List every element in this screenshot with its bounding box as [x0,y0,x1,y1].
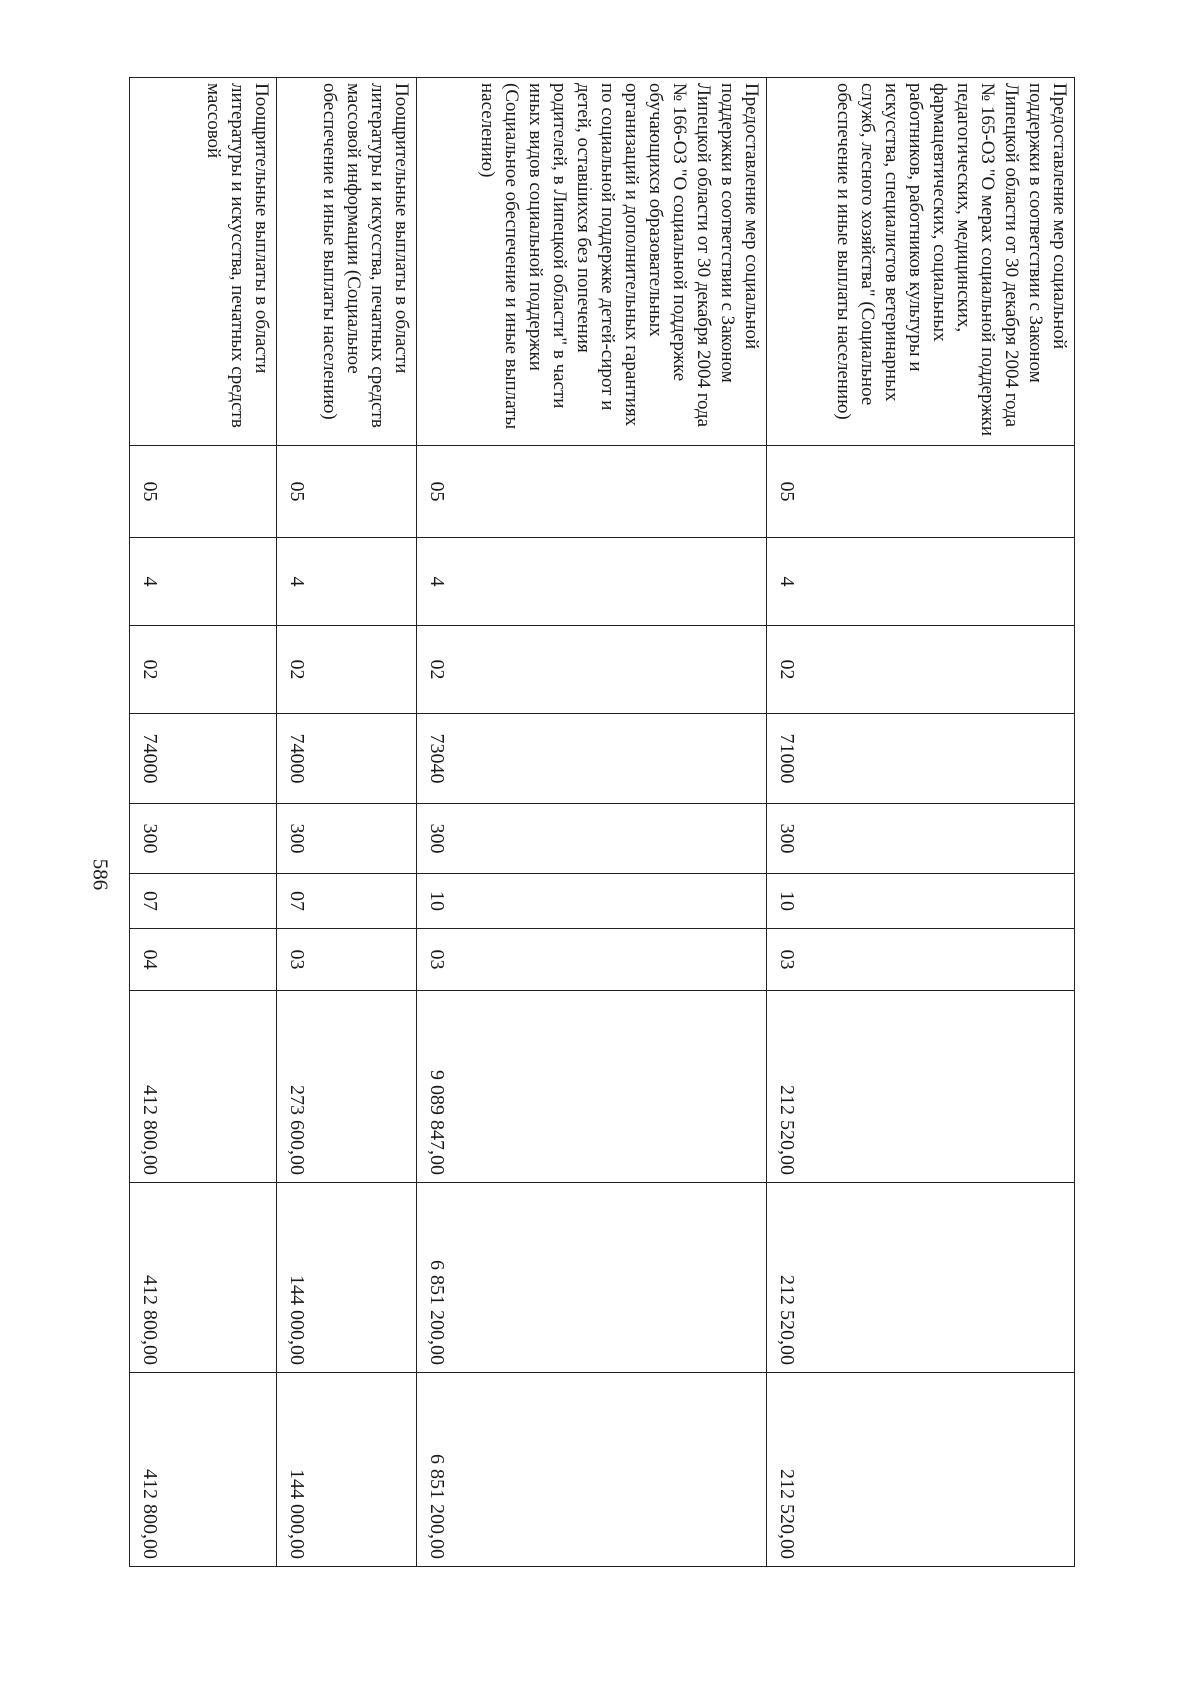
budget-table-sheet [130,77,1075,1566]
page-number: 586 [88,858,113,891]
row-description: Предоставление мер социальной поддержки в соответствии с Законом Липецкой области от 30 декабря 2004 года № 166-ОЗ "О социальной поддержке обучающихся образовательных организаций и дополнительных гарантиях по социальной поддержке детей-сирот и детей, оставшихся без попечения родителей, в Липецкой области" в части иных видов социальной поддержки (Социальное обеспечение и иные выплаты населению) [417,78,767,446]
cell-code: 300 [767,804,1075,874]
cell-code: 4 [767,538,1075,626]
cell-amount: 212 520,00 [767,991,1075,1183]
cell-code: 05 [417,446,767,538]
cell-code: 300 [417,804,767,874]
cell-amount: 6 851 200,00 [417,1373,767,1567]
cell-amount: 412 800,00 [130,1373,277,1567]
cell-code: 05 [277,446,417,538]
cell-code: 04 [130,929,277,991]
cell-code: 4 [417,538,767,626]
cell-code: 05 [130,446,277,538]
cell-code: 300 [277,804,417,874]
cell-amount: 144 000,00 [277,1183,417,1373]
cell-amount: 144 000,00 [277,1373,417,1567]
cell-amount: 412 800,00 [130,1183,277,1373]
cell-code: 10 [417,874,767,929]
row-description: Предоставление мер социальной поддержки в соответствии с Законом Липецкой области от 30 декабря 2004 года № 165-ОЗ "О мерах социальной поддержки педагогических, медицинских, фармацевтических, социальных работников, работников культуры и искусства, специалистов ветеринарных служб, лесного хозяйства" (Социальное обеспечение и иные выплаты населению) [767,78,1075,446]
row-description: Поощрительные выплаты в области литературы и искусства, печатных средств массовой [130,78,277,446]
cell-amount: 6 851 200,00 [417,1183,767,1373]
cell-amount: 212 520,00 [767,1183,1075,1373]
cell-code: 4 [130,538,277,626]
cell-code: 02 [417,626,767,714]
cell-code: 03 [417,929,767,991]
table-row [767,78,1075,1567]
cell-code: 02 [767,626,1075,714]
cell-code: 74000 [277,714,417,804]
table-row [130,78,277,1567]
cell-amount: 212 520,00 [767,1373,1075,1567]
cell-code: 71000 [767,714,1075,804]
table-row [417,78,767,1567]
cell-code: 07 [277,874,417,929]
cell-code: 73040 [417,714,767,804]
cell-code: 03 [767,929,1075,991]
cell-code: 03 [277,929,417,991]
cell-amount: 412 800,00 [130,991,277,1183]
row-description: Поощрительные выплаты в области литературы и искусства, печатных средств массовой информации (Социальное обеспечение и иные выплаты населению) [277,78,417,446]
cell-amount: 9 089 847,00 [417,991,767,1183]
cell-code: 74000 [130,714,277,804]
cell-code: 300 [130,804,277,874]
table-row [277,78,417,1567]
cell-code: 07 [130,874,277,929]
cell-code: 02 [130,626,277,714]
budget-table [129,77,1075,1567]
cell-code: 10 [767,874,1075,929]
cell-amount: 273 600,00 [277,991,417,1183]
cell-code: 4 [277,538,417,626]
cell-code: 05 [767,446,1075,538]
cell-code: 02 [277,626,417,714]
